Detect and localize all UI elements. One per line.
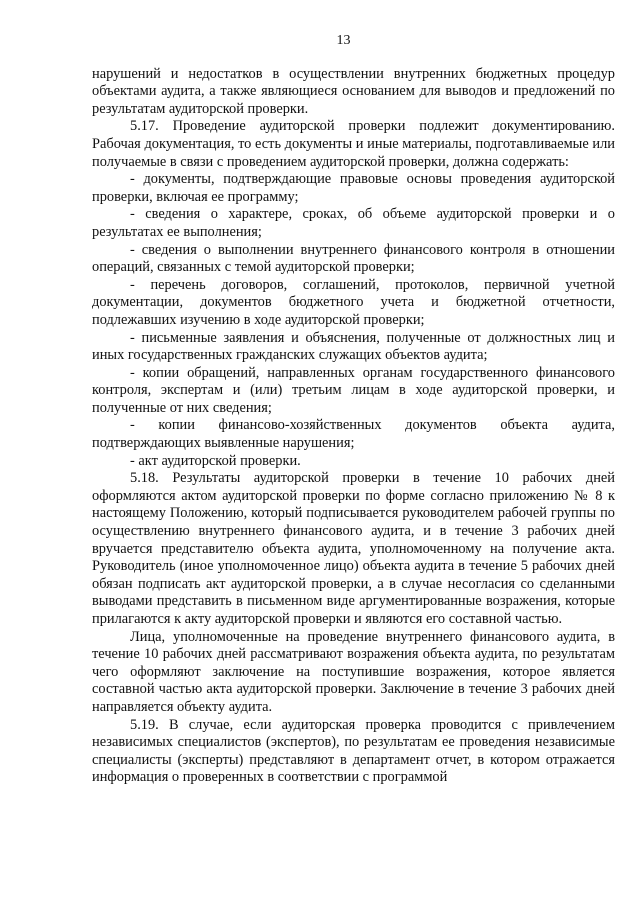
list-item-financial-docs: - копии финансово-хозяйственных документов объекта аудита, подтверждающих выявленные нарушения; [92,417,615,452]
list-item-statements: - письменные заявления и объяснения, полученные от должностных лиц и иных государственных гражданских служащих объектов аудита; [92,329,615,364]
paragraph-5-17: 5.17. Проведение аудиторской проверки подлежит документированию. Рабочая документация, то есть документы и иные материалы, подготавливаемые или получаемые в связи с проведением аудиторской проверки, должна содержать: [92,118,615,170]
list-item-nature-terms: - сведения о характере, сроках, об объеме аудиторской проверки и о результатах ее выполнения; [92,206,615,240]
list-item-requests-copies: - копии обращений, направленных органам государственного финансового контроля, экспертам и (или) третьим лицам в ходе аудиторской проверки, и полученные от них сведения; [92,364,615,416]
paragraph-continuation: нарушений и недостатков в осуществлении внутренних бюджетных процедур объектами аудита, а также являющиеся основанием для выводов и предложений по результатам аудиторской проверки. [92,65,615,117]
list-item-internal-control: - сведения о выполнении внутреннего финансового контроля в отношении операций, связанных с темой аудиторской проверки; [92,241,615,276]
list-item-contracts-list: - перечень договоров, соглашений, протоколов, первичной учетной документации, документов бюджетного учета и бюджетной отчетности, подлежавших изучению в ходе аудиторской проверки; [92,276,615,328]
list-item-audit-act: - акт аудиторской проверки. [130,452,301,469]
page-number: 13 [336,33,351,48]
list-item-legal-basis: - документы, подтверждающие правовые основы проведения аудиторской проверки, включая ее программу; [92,171,615,205]
paragraph-5-18: 5.18. Результаты аудиторской проверки в течение 10 рабочих дней оформляются актом аудиторской проверки по форме согласно приложению № 8 к настоящему Положению, который подписывается руководителем рабочей группы по осуществлению внутреннего финансового аудита, и в течение 3 рабочих дней вручается представителю объекта аудита, уполномоченному на получение акта. Руководитель (иное уполномоченное лицо) объекта аудита в течение 5 рабочих дней обязан подписать акт аудиторской проверки, а в случае несогласия со сделанными выводами представить в письменном виде аргументированные возражения, которые прилагаются к акту аудиторской проверки и являются его составной частью. [92,470,615,627]
paragraph-5-19: 5.19. В случае, если аудиторская проверка проводится с привлечением независимых специалистов (экспертов), по результатам ее проведения независимые специалисты (эксперты) представляют в департамент отчет, в котором отражается информация о проверенных в соответствии с программой [92,716,615,786]
paragraph-objections: Лица, уполномоченные на проведение внутреннего финансового аудита, в течение 10 рабочих дней рассматривают возражения объекта аудита, по результатам чего оформляют заключение на поступившие возражения, которое является составной частью акта аудиторской проверки. Заключение в течение 3 рабочих дней направляется объекту аудита. [92,628,615,715]
